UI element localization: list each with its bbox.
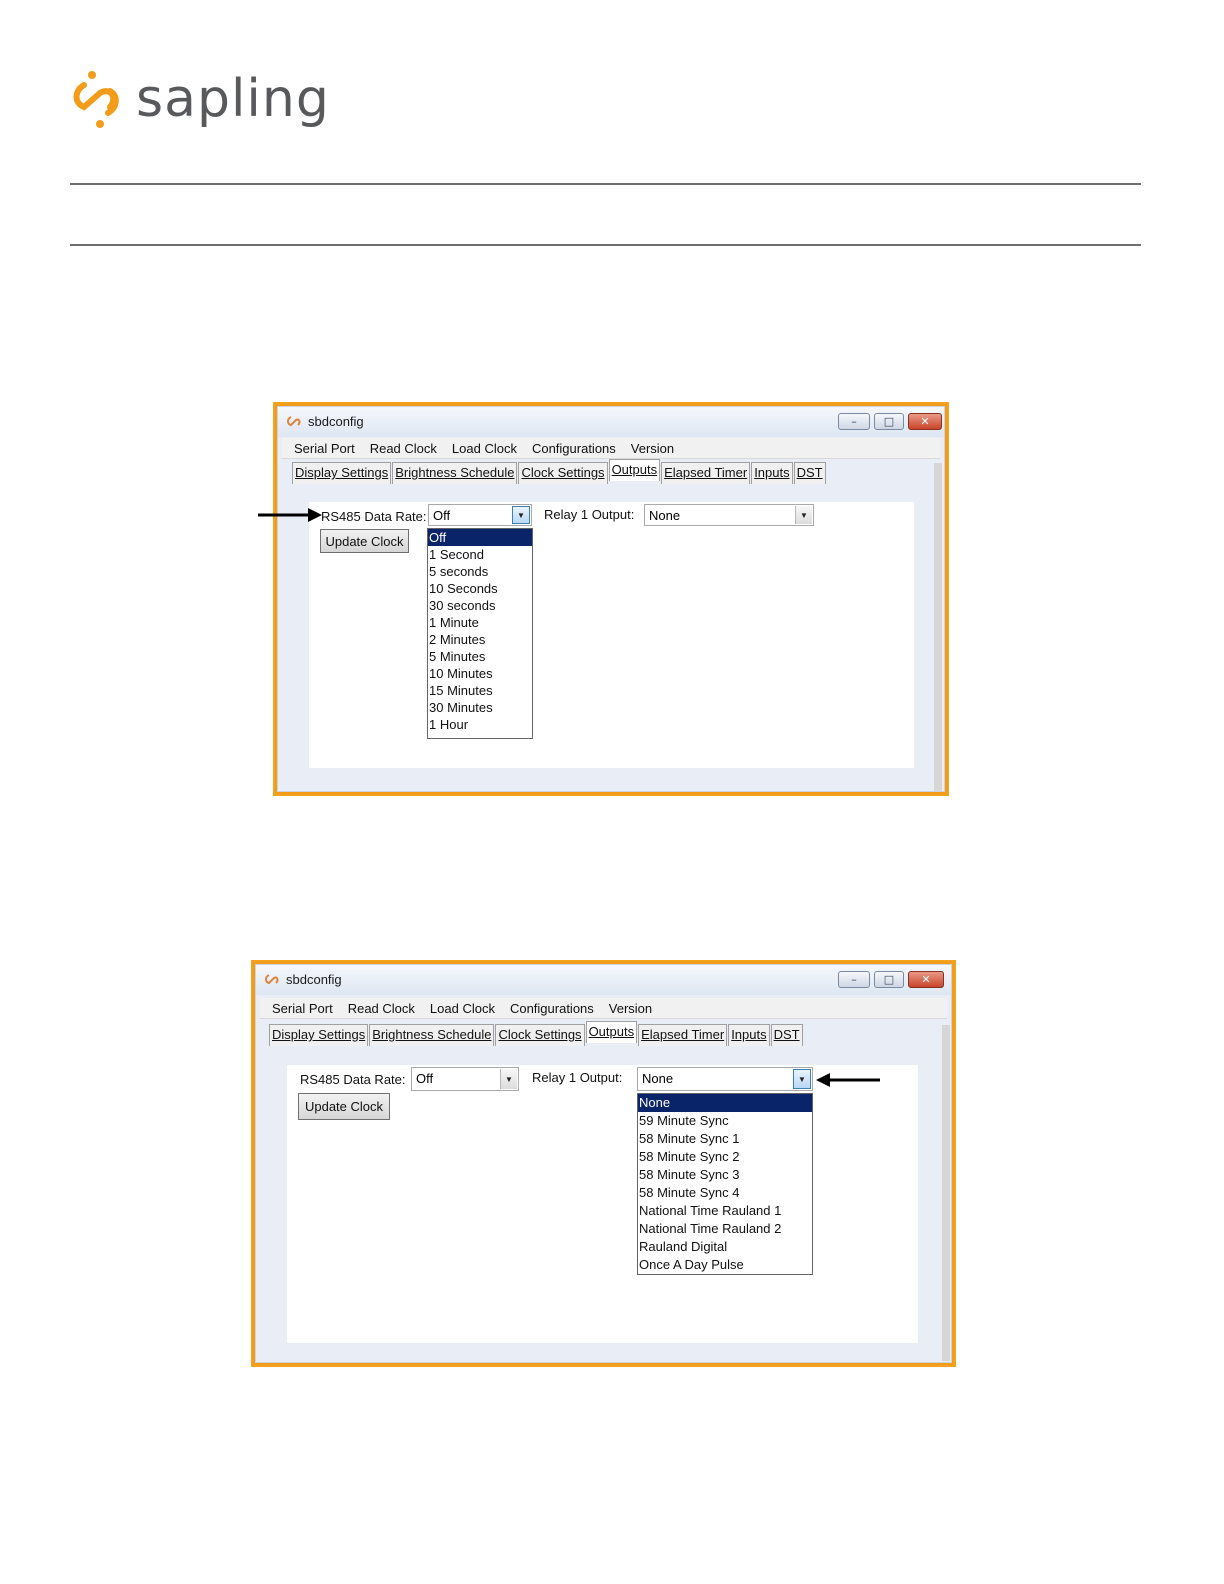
minimize-icon[interactable]: – <box>838 413 870 430</box>
sapling-swirl-icon <box>70 69 122 129</box>
rs485-select[interactable] <box>428 504 532 526</box>
tab-clock-settings[interactable]: Clock Settings <box>518 462 607 484</box>
dropdown-option[interactable]: 30 Minutes <box>429 700 493 715</box>
menu-read-clock[interactable]: Read Clock <box>369 440 437 456</box>
dropdown-option[interactable]: National Time Rauland 2 <box>639 1221 782 1236</box>
title-bar <box>278 407 944 437</box>
dropdown-option[interactable]: 58 Minute Sync 4 <box>639 1185 740 1200</box>
relay-dropdown-list <box>637 1093 813 1275</box>
screenshot-relay-dropdown <box>251 960 956 1367</box>
app-icon <box>286 413 302 429</box>
rs485-label: RS485 Data Rate: <box>321 509 427 524</box>
arrow-right-icon <box>256 506 324 524</box>
dropdown-option[interactable]: Off <box>428 529 532 546</box>
header-rule-top <box>70 183 1141 185</box>
dropdown-option[interactable]: 1 Second <box>429 547 484 562</box>
tab-dst[interactable]: DST <box>771 1024 803 1046</box>
tab-outputs[interactable]: Outputs <box>609 459 661 481</box>
tab-inputs[interactable]: Inputs <box>728 1024 769 1046</box>
dropdown-option[interactable]: 10 Seconds <box>429 581 498 596</box>
dropdown-option[interactable]: 58 Minute Sync 3 <box>639 1167 740 1182</box>
dropdown-option[interactable]: 1 Hour <box>429 717 469 732</box>
rs485-label: RS485 Data Rate: <box>300 1072 406 1087</box>
title-bar <box>256 965 951 995</box>
outputs-panel <box>309 502 914 768</box>
dropdown-option[interactable]: 5 seconds <box>429 564 489 579</box>
arrow-left-icon <box>814 1071 882 1089</box>
menu-configurations[interactable]: Configurations <box>531 440 616 456</box>
tab-display-settings[interactable]: Display Settings <box>269 1024 368 1046</box>
tab-outputs[interactable]: Outputs <box>586 1021 638 1043</box>
scrollbar[interactable] <box>942 1025 950 1361</box>
dropdown-option[interactable]: 15 Minutes <box>429 683 493 698</box>
dropdown-option[interactable]: 30 seconds <box>429 598 496 613</box>
menu-version[interactable]: Version <box>608 1000 653 1016</box>
tab-display-settings[interactable]: Display Settings <box>292 462 391 484</box>
window-title: sbdconfig <box>308 414 364 429</box>
screenshot-rs485-dropdown <box>273 402 949 796</box>
app-icon <box>264 971 280 987</box>
chevron-down-icon[interactable]: ▼ <box>793 1069 811 1089</box>
rs485-value: Off <box>433 508 451 523</box>
sapling-logo <box>70 68 330 130</box>
menu-load-clock[interactable]: Load Clock <box>451 440 517 456</box>
tab-elapsed-timer[interactable]: Elapsed Timer <box>638 1024 727 1046</box>
menu-bar <box>260 998 947 1019</box>
brand-name: sapling <box>136 69 330 129</box>
outputs-panel <box>287 1065 918 1343</box>
close-icon[interactable]: ✕ <box>908 413 942 430</box>
dropdown-option[interactable]: 1 Minute <box>429 615 479 630</box>
menu-load-clock[interactable]: Load Clock <box>429 1000 495 1016</box>
tab-strip <box>292 462 827 484</box>
update-clock-button[interactable]: Update Clock <box>298 1093 390 1120</box>
tab-inputs[interactable]: Inputs <box>751 462 792 484</box>
chevron-down-icon[interactable]: ▼ <box>795 506 812 524</box>
dropdown-option[interactable]: National Time Rauland 1 <box>639 1203 782 1218</box>
rs485-value: Off <box>416 1071 434 1086</box>
dropdown-option[interactable]: 5 Minutes <box>429 649 486 664</box>
dropdown-option[interactable]: 58 Minute Sync 1 <box>639 1131 740 1146</box>
dropdown-option[interactable]: Rauland Digital <box>639 1239 728 1254</box>
maximize-icon[interactable]: □ <box>874 971 904 988</box>
minimize-icon[interactable]: – <box>838 971 870 988</box>
chevron-down-icon[interactable]: ▼ <box>512 506 530 524</box>
rs485-dropdown-list <box>427 528 533 739</box>
maximize-icon[interactable]: □ <box>874 413 904 430</box>
rs485-select[interactable] <box>411 1067 519 1091</box>
dropdown-option[interactable]: 2 Minutes <box>429 632 486 647</box>
chevron-down-icon[interactable]: ▼ <box>500 1069 517 1089</box>
header-rule-bottom <box>70 244 1141 246</box>
update-clock-button[interactable]: Update Clock <box>320 529 409 553</box>
dropdown-option[interactable]: 58 Minute Sync 2 <box>639 1149 740 1164</box>
relay-select[interactable] <box>644 504 814 526</box>
tab-brightness-schedule[interactable]: Brightness Schedule <box>369 1024 494 1046</box>
menu-serial-port[interactable]: Serial Port <box>272 1000 333 1016</box>
relay-value: None <box>642 1071 674 1086</box>
close-icon[interactable]: ✕ <box>908 971 944 988</box>
menu-read-clock[interactable]: Read Clock <box>347 1000 415 1016</box>
menu-version[interactable]: Version <box>630 440 675 456</box>
tab-dst[interactable]: DST <box>794 462 826 484</box>
tab-elapsed-timer[interactable]: Elapsed Timer <box>661 462 750 484</box>
relay-label: Relay 1 Output: <box>532 1070 623 1085</box>
tab-strip <box>269 1024 804 1046</box>
dropdown-option[interactable]: 10 Minutes <box>429 666 493 681</box>
relay-select[interactable] <box>637 1067 813 1091</box>
window-title: sbdconfig <box>286 972 342 987</box>
relay-value: None <box>649 508 681 523</box>
menu-configurations[interactable]: Configurations <box>509 1000 594 1016</box>
tab-clock-settings[interactable]: Clock Settings <box>495 1024 584 1046</box>
dropdown-option[interactable]: None <box>638 1094 812 1112</box>
menu-serial-port[interactable]: Serial Port <box>294 440 355 456</box>
scrollbar[interactable] <box>934 463 942 791</box>
menu-bar <box>282 438 940 459</box>
dropdown-option[interactable]: 59 Minute Sync <box>639 1113 729 1128</box>
tab-brightness-schedule[interactable]: Brightness Schedule <box>392 462 517 484</box>
dropdown-option[interactable]: Once A Day Pulse <box>639 1257 744 1272</box>
relay-label: Relay 1 Output: <box>544 507 635 522</box>
